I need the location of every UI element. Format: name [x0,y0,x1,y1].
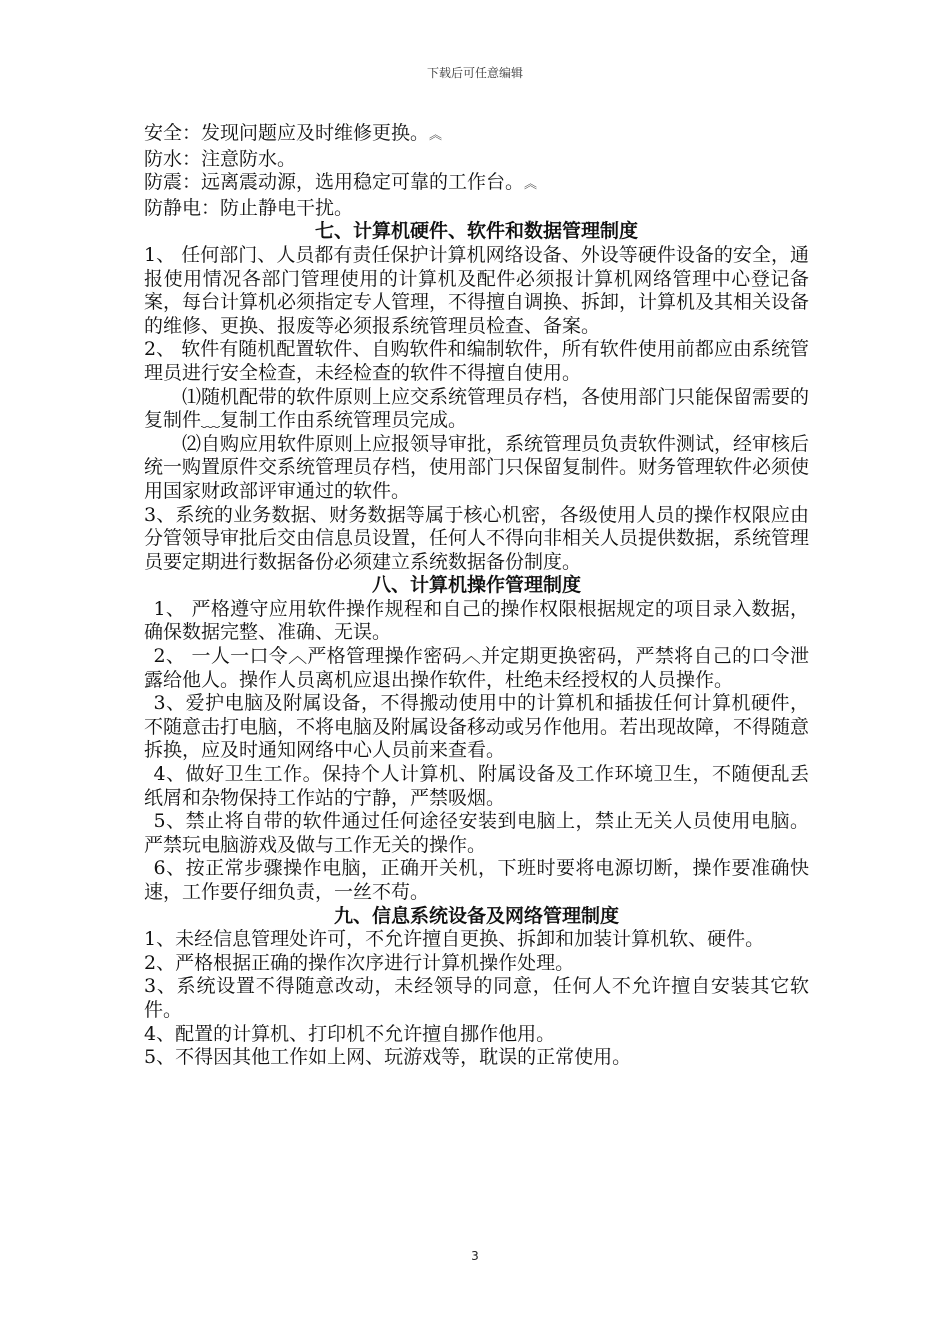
line-quake [144,171,809,197]
line-safety [144,122,809,148]
section-9-para-5: 5、不得因其他工作如上网、玩游戏等，耽误的正常使用。 [144,1046,632,1069]
edit-mark-icon: ︽ [524,177,538,193]
section-9-para-3: 3、系统设置不得随意改动，未经领导的同意，任何人不允许擅自安装其它软件。 [144,975,809,1021]
document-body [144,122,809,1070]
section-8-title: 八、计算机操作管理制度 [371,574,581,597]
section-9-para-4: 4、配置的计算机、打印机不允许擅自挪作他用。 [144,1022,556,1045]
section-8-para-5: 5、禁止将自带的软件通过任何途径安装到电脑上，禁止无关人员使用电脑。严禁玩电脑游戏及做与工作无关的操作。 [144,810,809,856]
section-7-para-2: 2、 软件有随机配置软件、自购软件和编制软件，所有软件使用前都应由系统管理员进行安全检查，未经检查的软件不得擅自使用。 [144,338,809,384]
section-7-para-2b: ⑵自购应用软件原则上应报领导审批，系统管理员负责软件测试，经审核后统一购置原件交系统管理员存档，使用部门只保留复制件。财务管理软件必须使用国家财政部评审通过的软件。 [144,432,810,502]
section-8-para-1: 1、 严格遵守应用软件操作规程和自己的操作权限根据规定的项目录入数据，确保数据完整、准确、无误。 [144,597,809,644]
section-8-para-6: 6、按正常步骤操作电脑，正确开关机，下班时要将电源切断，操作要准确快速，工作要仔细负责，一丝不苟。 [144,857,809,903]
section-8-para-4: 4、做好卫生工作。保持个人计算机、附属设备及工作环境卫生，不随便乱丢纸屑和杂物保持工作站的宁静，严禁吸烟。 [144,763,809,809]
section-7-para-3: 3、系统的业务数据、财务数据等属于核心机密，各级使用人员的操作权限应由分管领导审批后交由信息员设置，任何人不得向非相关人员提供数据，系统管理员要定期进行数据备份必须建立系统数据备份制度。 [144,503,810,573]
section-9-title: 九、信息系统设备及网络管理制度 [333,904,619,927]
line-static: 防静电：防止静电干扰。 [144,196,354,219]
line-safety-text: 安全：发现问题应及时维修更换。 [144,122,430,144]
edit-mark-icon: ︽ [429,128,443,143]
section-7-title: 七、计算机硬件、软件和数据管理制度 [314,220,638,243]
line-water: 防水：注意防水。 [144,147,297,170]
section-8-para-3: 3、爱护电脑及附属设备，不得搬动使用中的计算机和插拔任何计算机硬件，不随意击打电脑，不将电脑及附属设备移动或另作他用。若出现故障，不得随意拆换，应及时通知网络中心人员前来查看。 [144,692,810,762]
page-header: 下载后可任意编辑 [426,66,523,80]
line-quake-text: 防震：远离震动源，选用稳定可靠的工作台。 [144,171,525,194]
page-number: 3 [471,1249,479,1263]
section-7-para-2a: ⑴随机配带的软件原则上应交系统管理员存档，各使用部门只能保留需要的复制件﹏复制工作由系统管理员完成。 [144,385,810,432]
section-7-para-1: 1、 任何部门、人员都有责任保护计算机网络设备、外设等硬件设备的安全，通报使用情况各部门管理使用的计算机及配件必须报计算机网络管理中心登记备案，每台计算机必须指定专人管理，不得擅自调换、拆卸，计算机及其相关设备的维修、更换、报废等必须报系统管理员检查、备案。 [144,243,810,337]
section-8-para-2: 2、 一人一口令︿严格管理操作密码︿并定期更换密码，严禁将自己的口令泄露给他人。操作人员离机应退出操作软件，杜绝未经授权的人员操作。 [144,645,809,691]
section-9-para-1: 1、未经信息管理处许可，不允许擅自更换、拆卸和加装计算机软、硬件。 [144,928,765,951]
section-9-para-2: 2、严格根据正确的操作次序进行计算机操作处理。 [144,951,575,974]
